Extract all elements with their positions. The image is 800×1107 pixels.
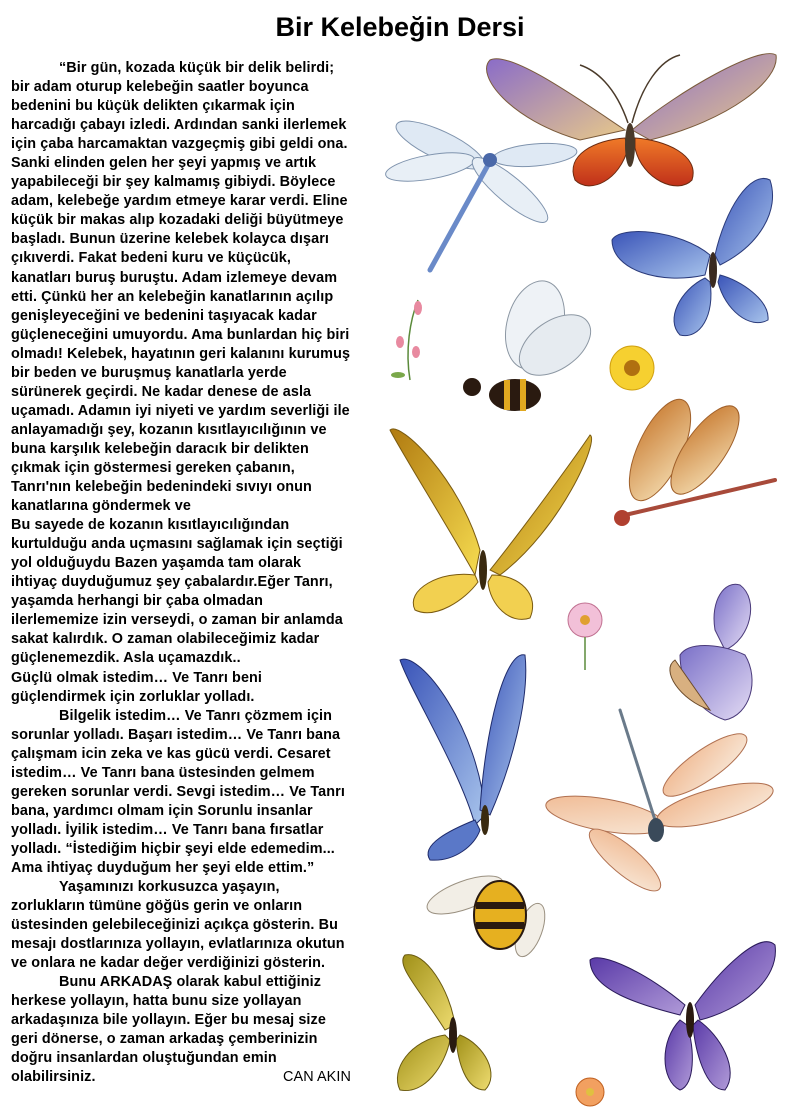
text-line: adam, kelebeğe yardım etmeye karar verdi. Eline (11, 193, 348, 210)
text-line: küçük bir makas alıp kozadaki deliği büyütmeye (11, 212, 344, 229)
text-line: istedim… Ve Tanrı bana üstesinden gelmem (11, 764, 315, 781)
text-line: harcadığı çabayı izledi. Ardından sanki ilerlemek (11, 117, 347, 134)
text-line: olmadı! Kelebek, hayatının geri kalanını kurumuş (11, 345, 351, 362)
butterfly-icon (590, 942, 775, 1090)
text-line: bana, yardımcı olmam için Sorunlu insanlar (11, 802, 313, 819)
signature: CAN AKIN (283, 1069, 351, 1086)
text-line: Bu sayede de kozanın kısıtlayıcılığından (11, 517, 290, 534)
text-line: Yaşamınızı korkusuzca yaşayın, (59, 879, 280, 896)
flower-icon (391, 300, 422, 380)
butterfly-icon (612, 178, 773, 335)
text-line: bedenini bu küçük delikten çıkarmak için (11, 98, 295, 115)
text-line: Güçlü olmak istedim… Ve Tanrı beni (11, 669, 263, 686)
text-line: zorlukların tümüne göğüs gerin ve onların (11, 898, 303, 915)
text-line: yapabileceği bir şey kalmamış gibiydi. Böylece (11, 174, 336, 191)
text-line: yolladı. “İstediğim hiçbir şeyi elde edemedim... (11, 840, 335, 857)
text-line: üstesinden gelebileceğinizi açıkça gösterin. Bu (11, 917, 338, 934)
text-line: başladı. Bunun üzerine kelebek kolayca dışarı (11, 231, 330, 248)
butterfly-icon (400, 655, 526, 860)
text-line: sorunlar yolladı. Başarı istedim… Ve Tanrı bana (11, 726, 341, 743)
story-text (11, 59, 383, 1088)
text-line: genişleyeceğini ve bedenini taşıyacak kadar (11, 307, 317, 324)
flower-icon (568, 603, 602, 670)
text-line: Bilgelik istedim… Ve Tanrı çözmem için (59, 707, 333, 724)
flower-icon (610, 346, 654, 390)
text-line: çalışmam icin zeka ve kas gücü verdi. Cesaret (11, 745, 331, 762)
text-line: etti. Çünkü her an kelebeğin kanatlarının açılıp (11, 288, 334, 305)
text-line: Sanki elinden gelen her şeyi yapmış ve artık (11, 155, 317, 172)
butterfly-icon (390, 429, 592, 620)
butterfly-icon (670, 584, 752, 720)
bee-icon (463, 274, 602, 411)
text-line: çıkmak için göstermesi gereken çabanın, (11, 459, 295, 476)
text-line: sürünerek geçirdi. Ne kadar denese de asla (11, 383, 312, 400)
text-line: mesajı dostlarınıza yollayın, evlatlarınıza okutun (11, 936, 345, 953)
text-line: buna karşılık kelebeğin daracık bir delikten (11, 440, 309, 457)
text-line: Bunu ARKADAŞ olarak kabul ettiğiniz (59, 974, 322, 991)
dragonfly-icon (384, 112, 578, 270)
text-line: yol olduğuydu Bazen yaşamda tam olarak (11, 555, 302, 572)
text-line: yolladı. İyilik istedim… Ve Tanrı bana fırsatlar (11, 821, 324, 838)
text-line: çıkıverdi. Fakat bedeni kuru ve küçücük, (11, 250, 291, 267)
text-line: ve onlara ne kadar değer verdiğinizi gösterin. (11, 955, 326, 972)
text-line: gereken sorunlar verdi. Sevgi istedim… Ve Tanrı (11, 783, 345, 800)
text-line: Tanrı'nın kelebeğin bedenindeki sıvıyı onun (11, 479, 312, 496)
flower-icon (576, 1078, 604, 1106)
insect-illustration (380, 30, 800, 1107)
text-line: güçlenemezdik. Asla uçamazdık.. (11, 650, 241, 667)
text-line: ihtiyaç duyduğumuz şey çabalardır.Eğer Tanrı, (11, 574, 333, 591)
text-line: ilerlememize izin verseydi, o zaman bir anlamda (11, 612, 343, 629)
text-line: doğru insanlardan oluştuğundan emin (11, 1050, 277, 1067)
text-line: kanatlarına göndermek ve (11, 498, 191, 515)
text-line: olabilirsiniz. (11, 1069, 96, 1086)
text-line: bir beden ve buruşmuş kanatlarla yerde (11, 364, 287, 381)
text-line: uçamadı. Adamın iyi niyeti ve yardım severliği ile (11, 402, 350, 419)
text-line: kanatları buruş buruştu. Adam izlemeye devam (11, 269, 338, 286)
text-line: için çaba harcamaktan vazgeçmiş gibi geldi ona. (11, 136, 348, 153)
text-line: geri dönerse, o zaman arkadaş çemberinizin (11, 1031, 318, 1048)
text-line: güçleneceğini umuyordu. Ama bunlardan hiç biri (11, 326, 350, 343)
text-line: kurtulduğu anda uçmasını sağlamak için seçtiği (11, 536, 343, 553)
dragonfly-icon (614, 391, 775, 526)
dragonfly-icon (543, 710, 777, 900)
text-line: sakat kalırdık. O zaman olabileceğimiz kadar (11, 631, 320, 648)
text-line: Ama ihtiyaç duyduğum her şeyi elde ettim.” (11, 859, 315, 876)
butterfly-icon (397, 955, 491, 1091)
text-line: “Bir gün, kozada küçük bir delik belirdi; (59, 60, 335, 76)
text-line: herkese yollayın, hatta bunu size yollayan (11, 993, 302, 1010)
last-line (11, 1068, 383, 1087)
text-line: yaşamda herhangi bir çaba olmadan (11, 593, 264, 610)
page-title: Bir Kelebeğin Dersi (275, 12, 525, 42)
text-line: arkadaşınıza bile yollayın. Eğer bu mesaj size (11, 1012, 326, 1029)
bee-icon (423, 868, 551, 960)
text-line: bir adam oturup kelebeğin saatler boyunca (11, 79, 309, 96)
text-line: anlayamadığı şey, kozanın kısıtlayıcılığının ve (11, 421, 327, 438)
text-line: güçlendirmek için zorluklar yolladı. (11, 688, 255, 705)
